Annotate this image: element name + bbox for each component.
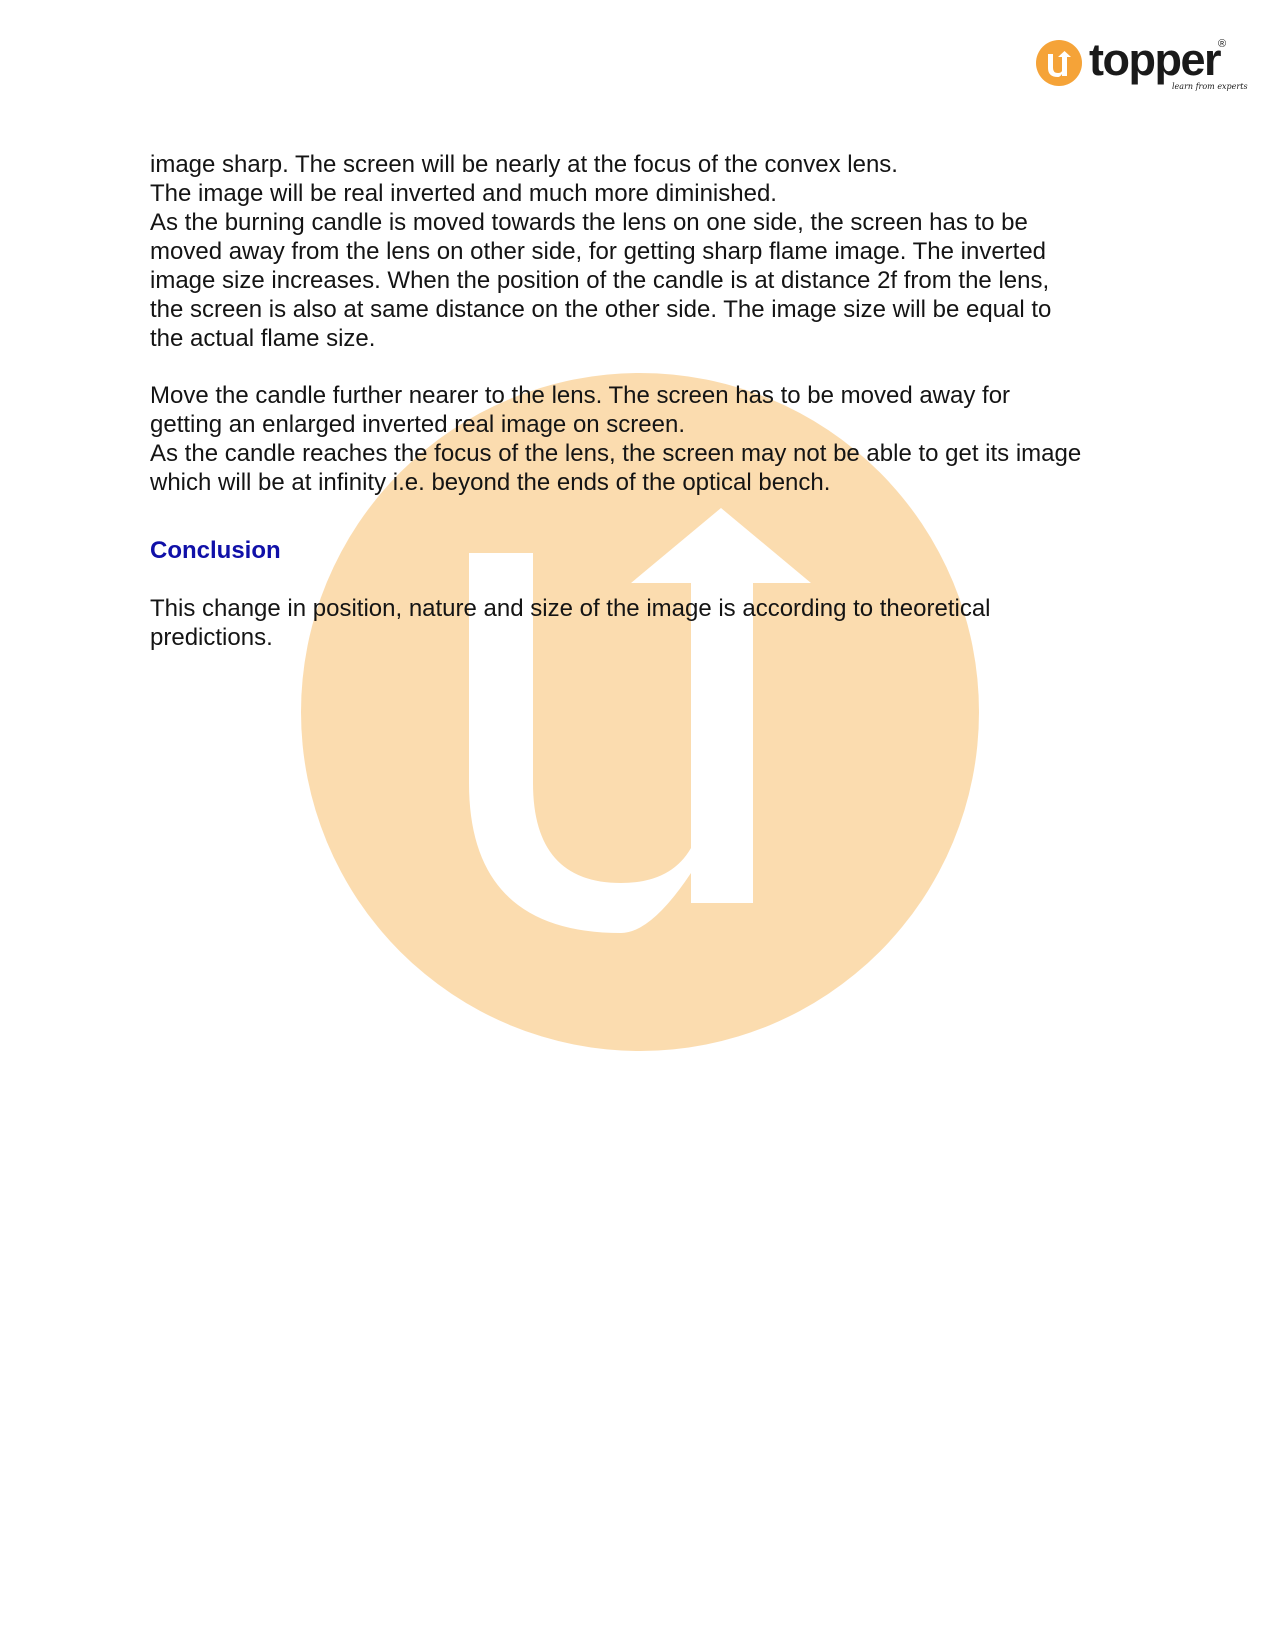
registered-mark: ® (1218, 38, 1227, 50)
text-line: moved away from the lens on other side, for getting sharp flame image. The inverted (150, 238, 1047, 265)
text-line: image size increases. When the position of the candle is at distance 2f from the lens, (150, 267, 1050, 294)
document-body (150, 150, 1150, 652)
paragraph-conclusion (150, 594, 1150, 652)
paragraph-observations (150, 150, 1150, 353)
text-line: Move the candle further nearer to the lens. The screen has to be moved away for (150, 382, 1011, 409)
text-line: which will be at infinity i.e. beyond the ends of the optical bench. (150, 469, 831, 496)
text-line: predictions. (150, 624, 273, 651)
paragraph-candle-movement (150, 381, 1150, 497)
logo-wordmark: topper (1089, 34, 1220, 85)
text-line: the screen is also at same distance on the other side. The image size will be equal to (150, 296, 1052, 323)
text-line: As the burning candle is moved towards the lens on one side, the screen has to be (150, 209, 1028, 236)
logo-tagline: learn from experts (1172, 82, 1248, 91)
u-arrow-logo-icon (1036, 40, 1082, 86)
text-line: getting an enlarged inverted real image on screen. (150, 411, 686, 438)
paragraph-gap (150, 353, 1150, 381)
text-line: image sharp. The screen will be nearly at the focus of the convex lens. (150, 151, 898, 178)
text-line: The image will be real inverted and much more diminished. (150, 180, 777, 207)
text-line: As the candle reaches the focus of the lens, the screen may not be able to get its image (150, 440, 1082, 467)
text-line: This change in position, nature and size of the image is according to theoretical (150, 595, 991, 622)
conclusion-heading: Conclusion (150, 537, 281, 564)
topper-logo (1036, 34, 1248, 98)
text-line: the actual flame size. (150, 325, 376, 352)
